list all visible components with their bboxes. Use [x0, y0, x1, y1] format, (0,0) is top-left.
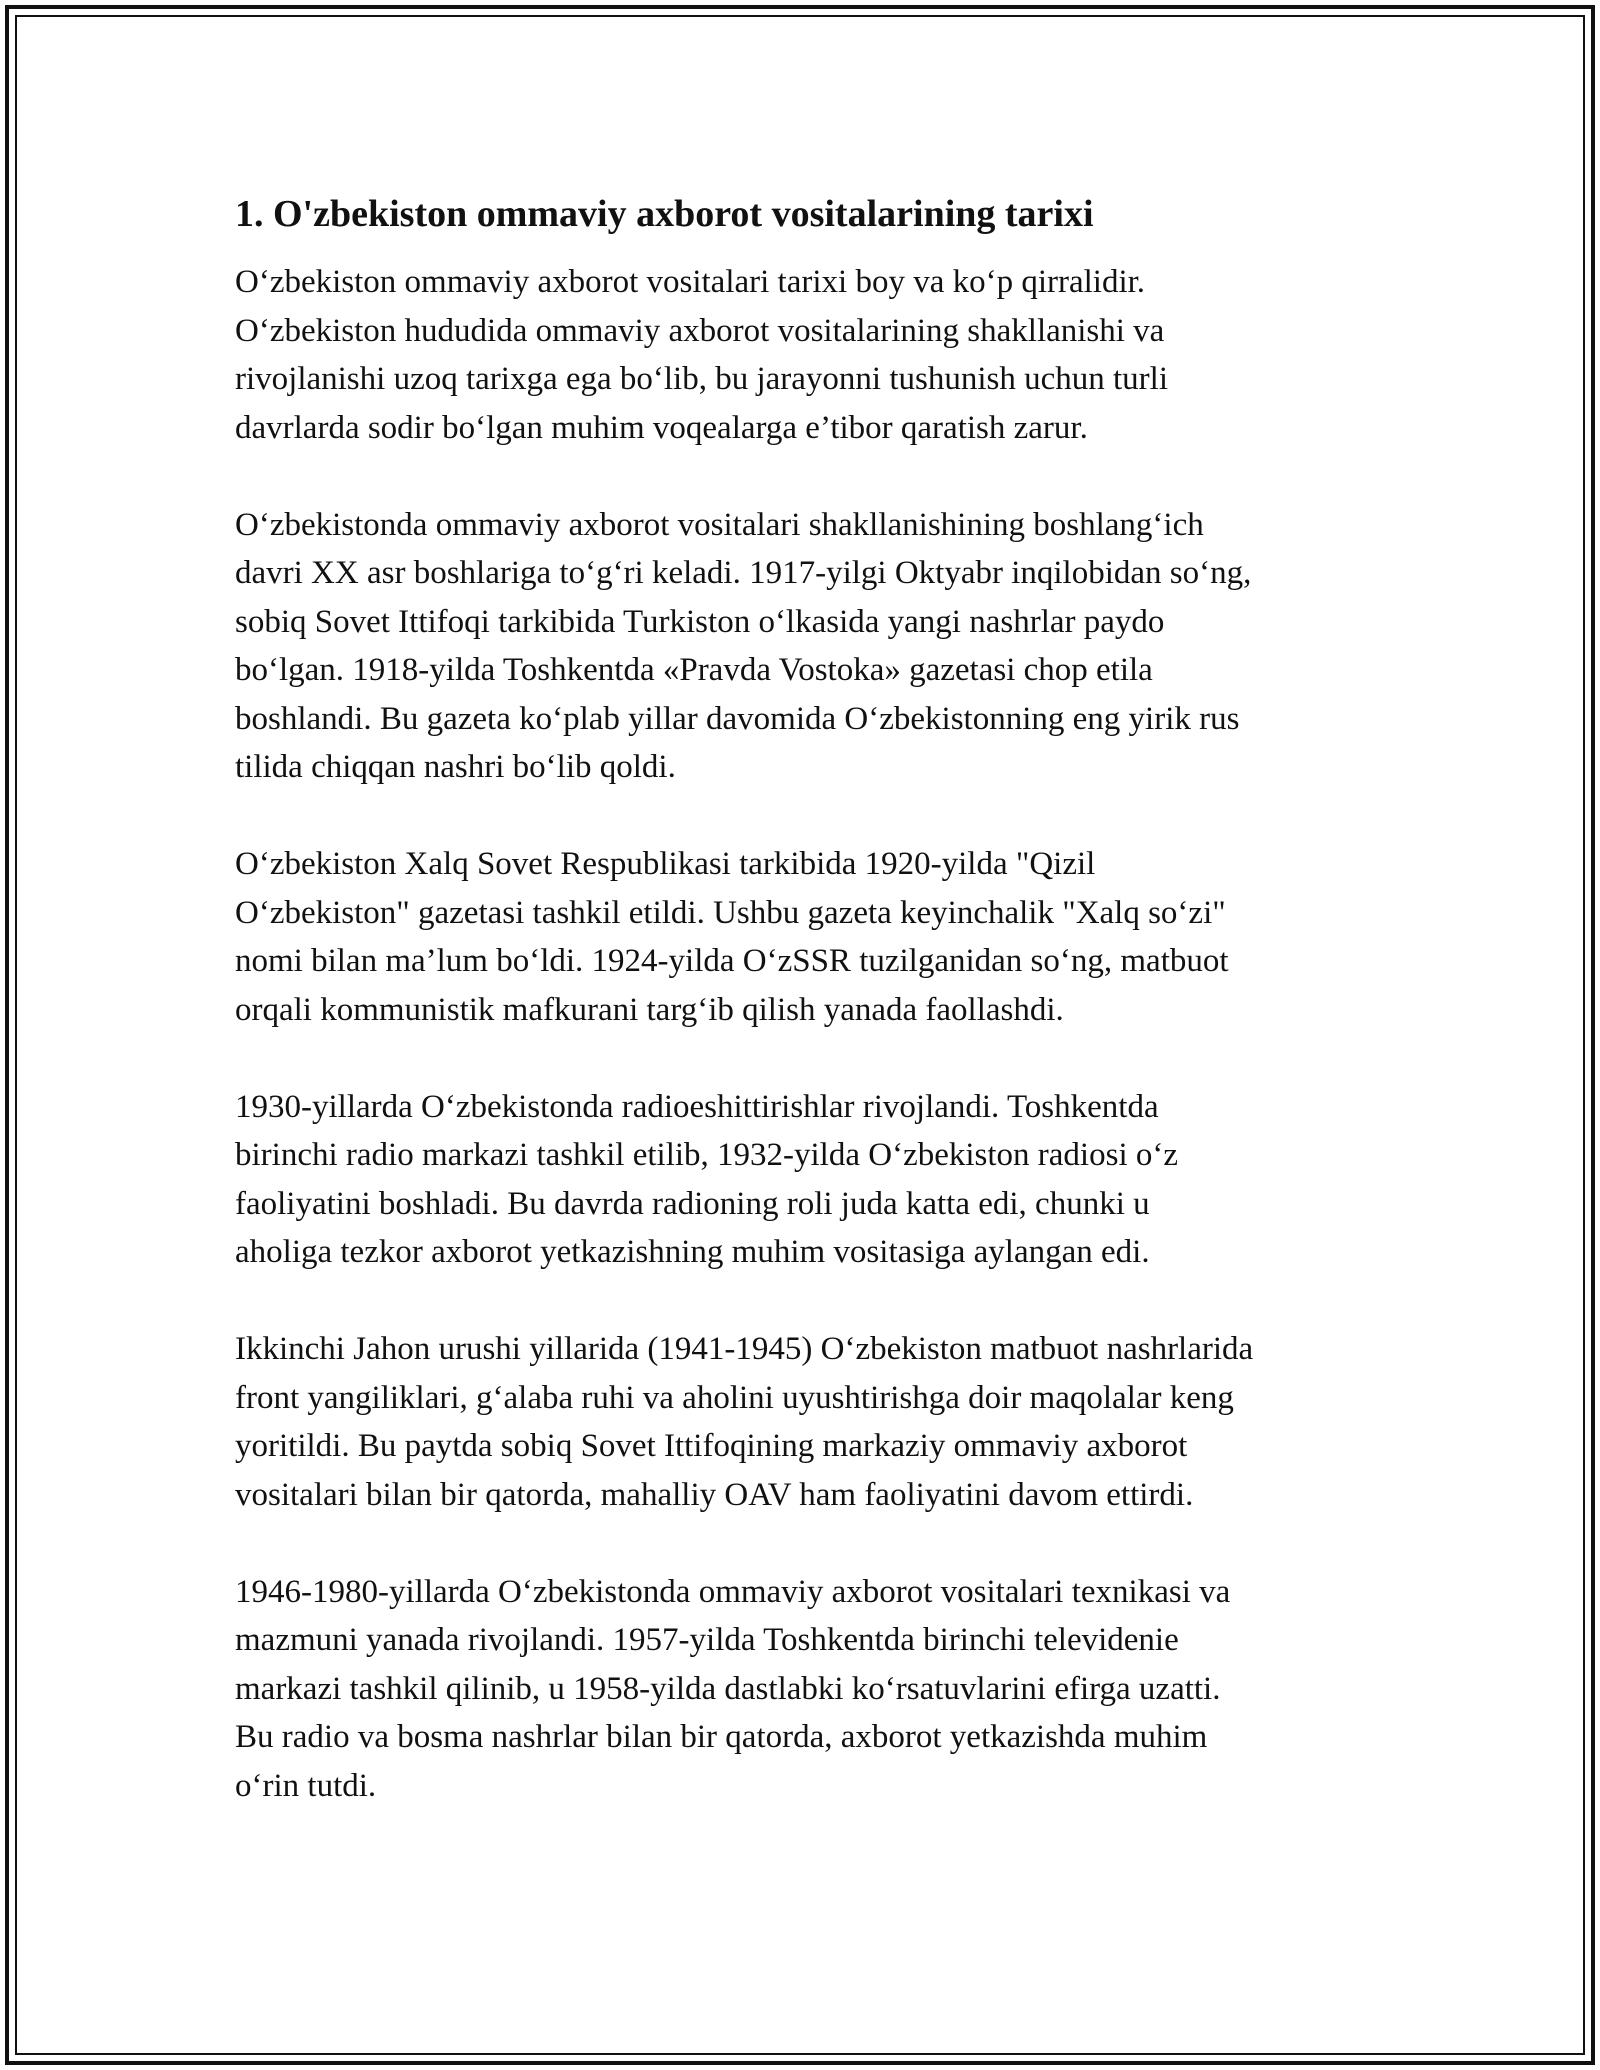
paragraph-5-line-3: yoritildi. Bu paytda sobiq Sovet Ittifoqining markaziy ommaviy axborot	[235, 1428, 1188, 1464]
paragraph-2-line-6: tilida chiqqan nashri bo‘lib qoldi.	[235, 749, 676, 785]
paragraph-6-line-3: markazi tashkil qilinib, u 1958-yilda dastlabki ko‘rsatuvlarini efirga uzatti.	[235, 1670, 1221, 1707]
paragraph-1-line-4: davrlarda sodir bo‘lgan muhim voqealarga e’tibor qaratish zarur.	[235, 409, 1088, 446]
paragraph-2	[235, 501, 1365, 792]
paragraph-1-line-1: O‘zbekiston ommaviy axborot vositalari tarixi boy va ko‘p qirralidir.	[235, 264, 1146, 300]
paragraph-6-line-4: Bu radio va bosma nashrlar bilan bir qatorda, axborot yetkazishda muhim	[235, 1719, 1208, 1755]
document-heading: 1. O'zbekiston ommaviy axborot vositalarining tarixi	[235, 193, 1094, 235]
paragraph-5-line-4: vositalari bilan bir qatorda, mahalliy OAV ham faoliyatini davom ettirdi.	[235, 1476, 1194, 1513]
paragraph-6-line-2: mazmuni yanada rivojlandi. 1957-yilda Toshkentda birinchi televidenie	[235, 1622, 1179, 1658]
document-content	[235, 188, 1365, 1810]
paragraph-3-line-3: nomi bilan ma’lum bo‘ldi. 1924-yilda O‘zSSR tuzilganidan so‘ng, matbuot	[235, 943, 1229, 979]
paragraph-1	[235, 258, 1365, 452]
paragraph-4-line-4: aholiga tezkor axborot yetkazishning muhim vositasiga aylangan edi.	[235, 1234, 1150, 1270]
paragraph-3-line-2: O‘zbekiston" gazetasi tashkil etildi. Ushbu gazeta keyinchalik "Xalq so‘zi"	[235, 894, 1226, 931]
paragraph-4-line-3: faoliyatini boshladi. Bu davrda radioning roli juda katta edi, chunki u	[235, 1185, 1150, 1222]
paragraph-3-line-4: orqali kommunistik mafkurani targ‘ib qilish yanada faollashdi.	[235, 991, 1064, 1028]
paragraph-6-line-5: o‘rin tutdi.	[235, 1767, 377, 1804]
paragraph-5	[235, 1325, 1365, 1519]
paragraph-3-line-1: O‘zbekiston Xalq Sovet Respublikasi tarkibida 1920-yilda "Qizil	[235, 846, 1096, 882]
paragraph-1-line-3: rivojlanishi uzoq tarixga ega bo‘lib, bu jarayonni tushunish uchun turli	[235, 361, 1168, 397]
paragraph-5-line-1: Ikkinchi Jahon urushi yillarida (1941-1945) O‘zbekiston matbuot nashrlarida	[235, 1331, 1254, 1367]
paragraph-3	[235, 840, 1365, 1034]
paragraph-2-line-2: davri XX asr boshlariga to‘g‘ri keladi. 1917-yilgi Oktyabr inqilobidan so‘ng,	[235, 555, 1252, 591]
paragraph-5-line-2: front yangiliklari, g‘alaba ruhi va aholini uyushtirishga doir maqolalar keng	[235, 1379, 1234, 1416]
paragraph-2-line-4: bo‘lgan. 1918-yilda Toshkentda «Pravda Vostoka» gazetasi chop etila	[235, 652, 1153, 688]
paragraph-4	[235, 1083, 1365, 1277]
paragraph-1-line-2: O‘zbekiston hududida ommaviy axborot vositalarining shakllanishi va	[235, 312, 1165, 349]
paragraph-4-line-2: birinchi radio markazi tashkil etilib, 1932-yilda O‘zbekiston radiosi o‘z	[235, 1137, 1178, 1173]
paragraph-2-line-3: sobiq Sovet Ittifoqi tarkibida Turkiston o‘lkasida yangi nashrlar paydo	[235, 603, 1165, 640]
paragraph-6-line-1: 1946-1980-yillarda O‘zbekistonda ommaviy axborot vositalari texnikasi va	[235, 1573, 1231, 1610]
paragraph-2-line-1: O‘zbekistonda ommaviy axborot vositalari shakllanishining boshlang‘ich	[235, 506, 1204, 543]
paragraph-2-line-5: boshlandi. Bu gazeta ko‘plab yillar davomida O‘zbekistonning eng yirik rus	[235, 700, 1240, 737]
paragraph-6	[235, 1568, 1365, 1811]
paragraph-4-line-1: 1930-yillarda O‘zbekistonda radioeshittirishlar rivojlandi. Toshkentda	[235, 1088, 1159, 1125]
